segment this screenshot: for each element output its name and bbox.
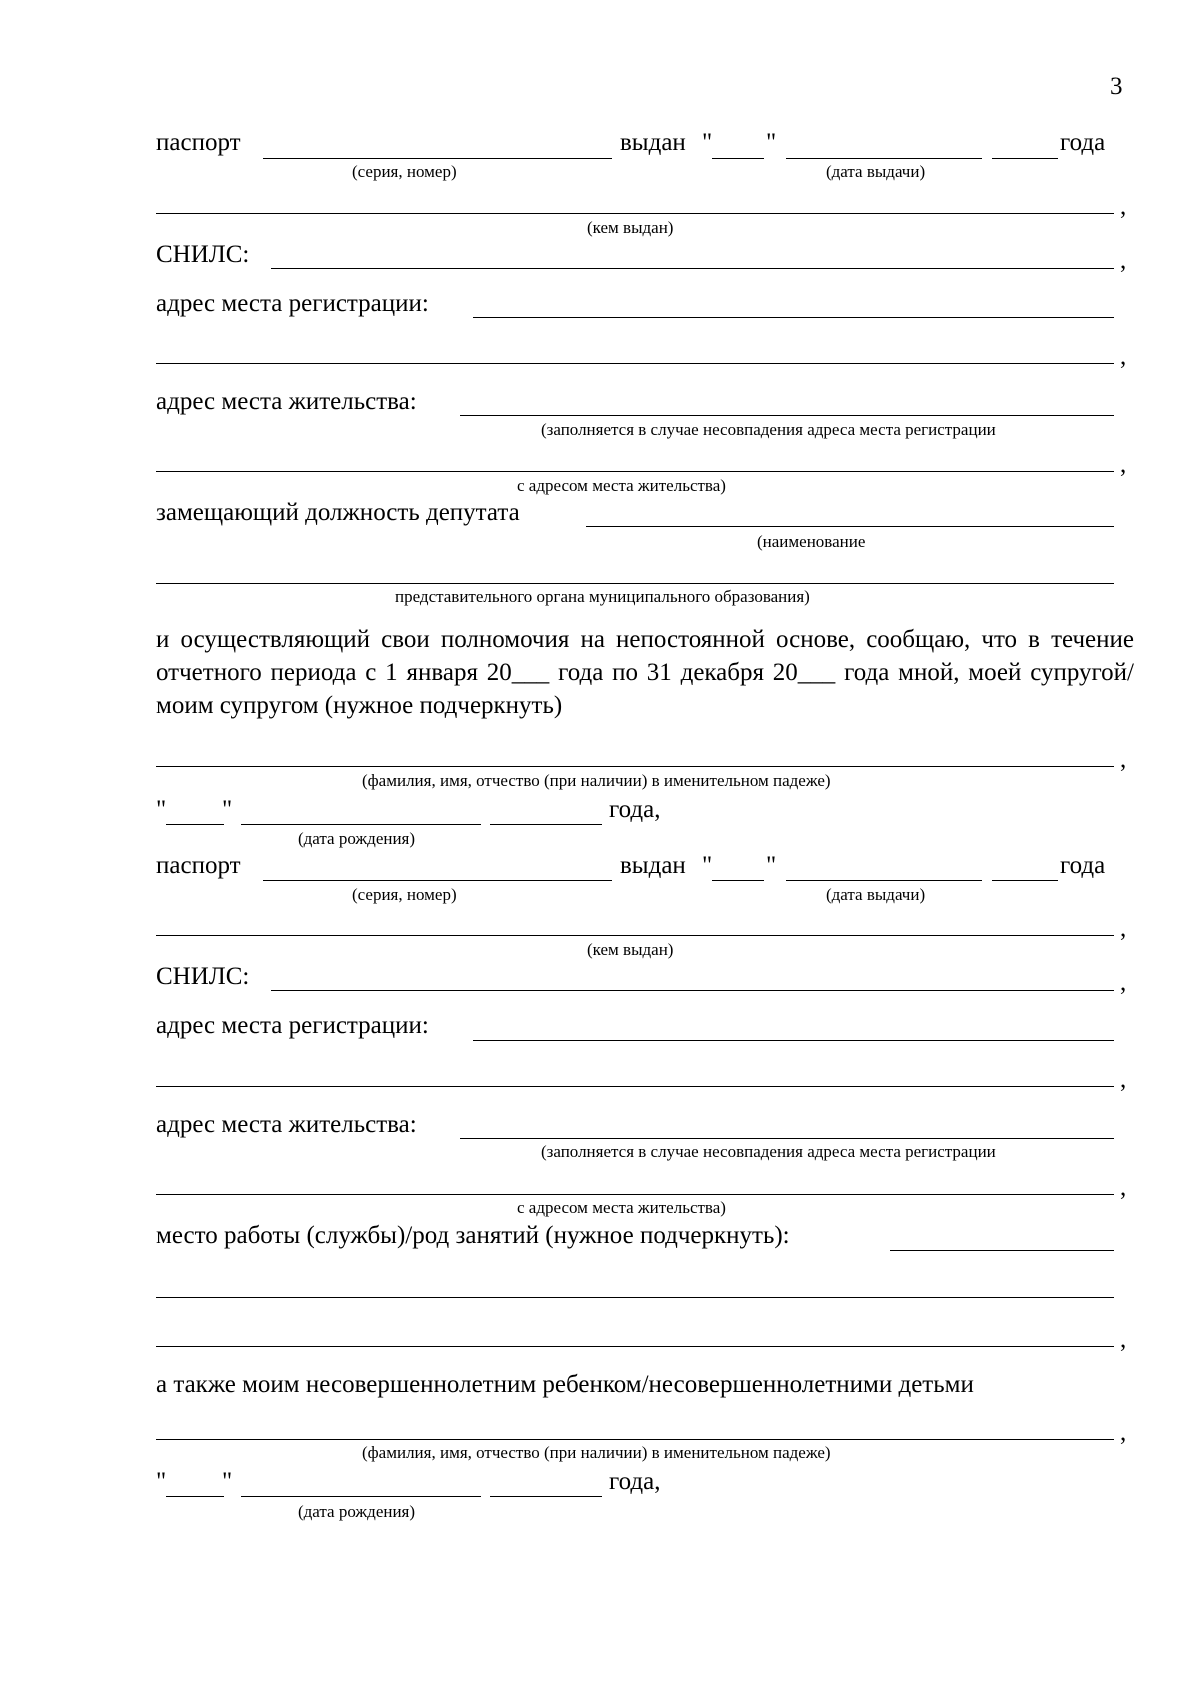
issue-date-caption: (дата выдачи) xyxy=(826,885,926,904)
res-address-label: адрес места жительства: xyxy=(156,388,417,415)
reg-address-label: адрес места регистрации: xyxy=(156,290,429,317)
year-label: года xyxy=(1060,129,1106,156)
passport-label: паспорт xyxy=(156,129,241,156)
comma: , xyxy=(1120,247,1127,274)
child-birth-month-field[interactable] xyxy=(241,1496,481,1497)
page-number: 3 xyxy=(1110,73,1123,100)
issued-by-caption: (кем выдан) xyxy=(587,940,674,959)
issued-label: выдан xyxy=(620,852,686,879)
comma: , xyxy=(1120,1419,1127,1446)
deputy-label: замещающий должность депутата xyxy=(156,499,520,526)
quote-close: " xyxy=(766,129,777,156)
issued-by-caption: (кем выдан) xyxy=(587,218,674,237)
comma: , xyxy=(1120,193,1127,220)
res-address-label: адрес места жительства: xyxy=(156,1111,417,1138)
comma: , xyxy=(1120,451,1127,478)
comma: , xyxy=(1120,1326,1127,1353)
res-address-field-1[interactable] xyxy=(460,1138,1114,1139)
reg-address-field-2[interactable] xyxy=(156,1086,1114,1087)
issued-by-field[interactable] xyxy=(156,213,1114,214)
deputy-org-field-1[interactable] xyxy=(586,526,1114,527)
issue-month-field[interactable] xyxy=(786,880,982,881)
res-address-caption-1: (заполняется в случае несовпадения адреса места регистрации xyxy=(541,1142,996,1161)
comma: , xyxy=(1120,969,1127,996)
snils-label: СНИЛС: xyxy=(156,241,250,268)
snils-field[interactable] xyxy=(271,268,1114,269)
declaration-paragraph: и осуществляющий свои полномочия на непостоянной основе, сообщаю, что в течение отчетного периода с 1 января 20___ года по 31 декабря 20___ года мной, моей супругой/моим супругом (нужное подчеркнуть) xyxy=(156,626,1134,719)
issue-day-field[interactable] xyxy=(712,880,764,881)
comma: , xyxy=(1120,915,1127,942)
fio-caption: (фамилия, имя, отчество (при наличии) в именительном падеже) xyxy=(362,771,831,790)
quote-close: " xyxy=(766,852,777,879)
comma: , xyxy=(1120,1174,1127,1201)
quote-close: " xyxy=(222,1468,233,1495)
issue-month-field[interactable] xyxy=(786,158,982,159)
comma: , xyxy=(1120,343,1127,370)
res-address-caption-1: (заполняется в случае несовпадения адреса места регистрации xyxy=(541,420,996,439)
passport-label: паспорт xyxy=(156,852,241,879)
year-comma-label: года, xyxy=(609,796,661,823)
quote-open: " xyxy=(702,129,713,156)
birth-day-field[interactable] xyxy=(166,824,224,825)
reg-address-field-1[interactable] xyxy=(473,1040,1114,1041)
res-address-caption-2: с адресом места жительства) xyxy=(517,476,726,495)
org-caption-2: представительного органа муниципального образования) xyxy=(395,587,810,606)
child-birth-day-field[interactable] xyxy=(166,1496,224,1497)
year-label: года xyxy=(1060,852,1106,879)
series-caption: (серия, номер) xyxy=(352,885,457,904)
work-field-1[interactable] xyxy=(890,1250,1114,1251)
issue-year-field[interactable] xyxy=(992,158,1058,159)
issued-label: выдан xyxy=(620,129,686,156)
work-field-2[interactable] xyxy=(156,1297,1114,1298)
issue-year-field[interactable] xyxy=(992,880,1058,881)
child-fio-field[interactable] xyxy=(156,1439,1114,1440)
issue-date-caption: (дата выдачи) xyxy=(826,162,926,181)
reg-address-field-2[interactable] xyxy=(156,363,1114,364)
children-label: а также моим несовершеннолетним ребенком/несовершеннолетними детьми xyxy=(156,1371,974,1398)
passport-series-field[interactable] xyxy=(263,880,612,881)
org-caption-1: (наименование xyxy=(757,532,866,551)
issued-by-field[interactable] xyxy=(156,935,1114,936)
reg-address-field-1[interactable] xyxy=(473,317,1114,318)
res-address-field-1[interactable] xyxy=(460,415,1114,416)
comma: , xyxy=(1120,1066,1127,1093)
res-address-field-2[interactable] xyxy=(156,471,1114,472)
passport-series-field[interactable] xyxy=(263,158,612,159)
birth-year-field[interactable] xyxy=(490,824,602,825)
child-birth-year-field[interactable] xyxy=(490,1496,602,1497)
snils-field[interactable] xyxy=(271,990,1114,991)
work-label: место работы (службы)/род занятий (нужное подчеркнуть): xyxy=(156,1222,790,1249)
snils-label: СНИЛС: xyxy=(156,963,250,990)
deputy-org-field-2[interactable] xyxy=(156,583,1114,584)
birth-date-caption: (дата рождения) xyxy=(298,829,416,848)
work-field-3[interactable] xyxy=(156,1346,1114,1347)
quote-open: " xyxy=(156,796,167,823)
year-comma-label: года, xyxy=(609,1468,661,1495)
quote-open: " xyxy=(702,852,713,879)
birth-date-caption: (дата рождения) xyxy=(298,1502,416,1521)
res-address-caption-2: с адресом места жительства) xyxy=(517,1198,726,1217)
birth-month-field[interactable] xyxy=(241,824,481,825)
quote-open: " xyxy=(156,1468,167,1495)
issue-day-field[interactable] xyxy=(712,158,764,159)
quote-close: " xyxy=(222,796,233,823)
res-address-field-2[interactable] xyxy=(156,1194,1114,1195)
spouse-fio-field[interactable] xyxy=(156,766,1114,767)
series-caption: (серия, номер) xyxy=(352,162,457,181)
reg-address-label: адрес места регистрации: xyxy=(156,1012,429,1039)
fio-caption: (фамилия, имя, отчество (при наличии) в именительном падеже) xyxy=(362,1443,831,1462)
comma: , xyxy=(1120,746,1127,773)
